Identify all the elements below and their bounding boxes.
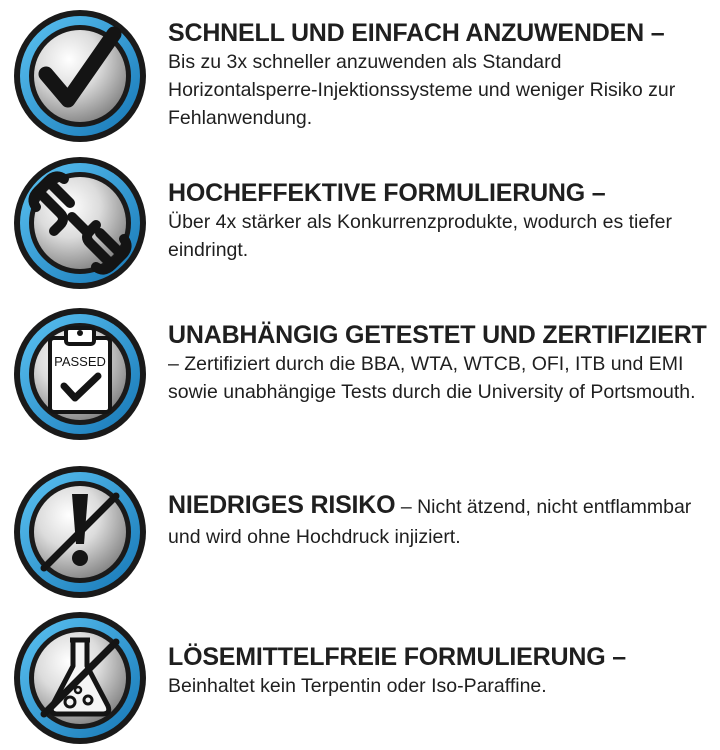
no-flask-icon bbox=[12, 610, 148, 746]
feature-heading: LÖSEMITTELFREIE FORMULIERUNG – bbox=[168, 643, 626, 671]
checkmark-icon bbox=[12, 8, 148, 144]
feature-high-efficiency bbox=[0, 150, 720, 300]
broken-chain-icon bbox=[12, 155, 148, 291]
feature-heading: SCHNELL UND EINFACH ANZUWENDEN – bbox=[168, 19, 665, 47]
feature-paragraph bbox=[168, 490, 714, 552]
feature-low-risk bbox=[0, 450, 720, 600]
feature-certified bbox=[0, 300, 720, 450]
passed-label: PASSED bbox=[54, 354, 106, 369]
passed-clipboard-icon bbox=[12, 306, 148, 442]
feature-description: Über 4x stärker als Konkurrenzprodukte, wodurch es tiefer eindringt. bbox=[168, 211, 672, 261]
feature-description: Bis zu 3x schneller anzuwenden als Standard Horizontalsperre-Injektionssysteme und weniger Risiko zur Fehlanwendung. bbox=[168, 51, 676, 129]
feature-quick-easy bbox=[0, 0, 720, 150]
no-warning-icon bbox=[12, 464, 148, 600]
feature-heading: NIEDRIGES RISIKO bbox=[168, 491, 396, 519]
feature-description: – Zertifiziert durch die BBA, WTA, WTCB, OFI, ITB und EMI sowie unabhängige Tests durch die University of Portsmouth. bbox=[168, 353, 696, 403]
feature-solvent-free bbox=[0, 600, 720, 750]
feature-heading: UNABHÄNGIG GETESTET UND ZERTIFIZIERT bbox=[168, 321, 707, 349]
feature-description: – Nicht ätzend, nicht entflammbar und wird ohne Hochdruck injiziert. bbox=[168, 496, 692, 548]
feature-heading: HOCHEFFEKTIVE FORMULIERUNG – bbox=[168, 179, 606, 207]
feature-description: Beinhaltet kein Terpentin oder Iso-Paraffine. bbox=[168, 675, 547, 697]
